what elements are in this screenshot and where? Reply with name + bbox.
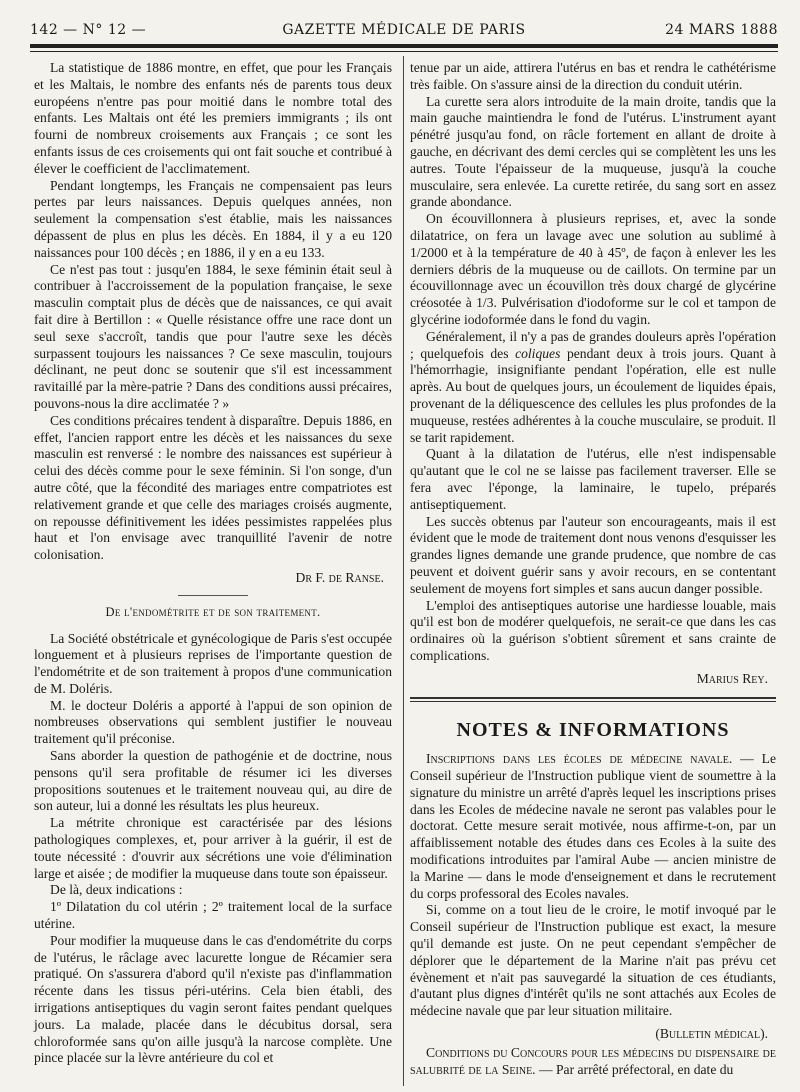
section-title: De l'endométrite et de son traitement.: [105, 604, 321, 619]
section-separator: [178, 595, 248, 596]
text-run: Généralement, il n'y a pas de grandes douleurs après l'opération ; quelquefois des: [410, 328, 776, 361]
page-header: [30, 16, 778, 42]
paragraph: Si, comme on a tout lieu de le croire, le motif invoqué par le Conseil supérieur de l'Instruction publique est exact, la mesure qu'il demande est juste. On ne peut cependant s'empêcher de déplorer que le département de la Marine n'ait pas prévu cet évènement et n'ait pas sauvegardé la situation de ces étudiants, d'autant plus dignes d'intérêt qu'ils ne sont attachés aux Ecoles de médecine navale que par leur situation militaire.: [410, 902, 776, 1019]
paragraph: Pendant longtemps, les Français ne compensaient pas leurs pertes par leurs naissances. Depuis quelques années, non seulement la compensation s'est établie, mais les naissances dépassent de plus en plus les décès. En 1884, il y a eu 120 naissances pour 100 décès ; en 1886, il y en a eu 133.: [34, 177, 392, 260]
paragraph: Ce n'est pas tout : jusqu'en 1884, le sexe féminin était seul à contribuer à l'accroissement de la population française, le sexe masculin comptait plus de décès que de naissances, ce qui avait fait dire à Bertillon : « Quelle résistance offre une race dont un seul sexe s'accroît, tandis que pour l'autre sexe les décès surpassent toujours les naissances ? Ce sexe masculin, toujours déclinant, ne peut donc se soutenir que s'il est incessamment ravitaillé par la mère-patrie ? Dans des conditions aussi précaires, pouvons-nous la dire acclimatée ? »: [34, 261, 392, 411]
paragraph: Sans aborder la question de pathogénie et de doctrine, nous pensons qu'il sera profitable de résumer ici les diverses propositions soutenues et le traitement nouveau qui, au dire de son auteur, lui a donné les résultats les plus heureux.: [34, 748, 392, 814]
page-number: 142 — N° 12 —: [30, 22, 147, 38]
paragraph: La statistique de 1886 montre, en effet, que pour les Français et les Maltais, le nombre des enfants nés de parents tous deux européens n'entre pas pour moitié dans le nombre total des enfants. Les Maltais ont été les premiers immigrants ; ils ont fourni de nombreux croisements aux Français ; ce sont les enfants issus de ces croisements qui ont fait souche et contribué à élever le coefficient de l'acclimatement.: [34, 60, 392, 176]
paragraph: La curette sera alors introduite de la main droite, tandis que la main gauche maintiendra le fond de l'utérus. L'instrument ayant pénétré jusqu'au fond, on râcle fortement en allant de droite à gauche, en décrivant des demi cercles qui se complètent les uns les autres. Toute l'épaisseur de la muqueuse, jusqu'à la couche musculaire, sera enlevée. La curette retirée, du sang sort en assez grande abondance.: [410, 93, 776, 210]
paragraph: [410, 1045, 776, 1079]
column-divider: [403, 56, 404, 1086]
paragraph: [410, 329, 776, 447]
paragraph: Pour modifier la muqueuse dans le cas d'endométrite du corps de l'utérus, le râclage avec lacurette longue de Récamier sera pratiqué. On s'assurera d'abord qu'il n'existe pas d'inflammation récente dans les tissus péri-utérins. Cela bien établi, des irrigations antiseptiques du vagin seront faites pendant quelques jours. La malade, placée dans le décubitus dorsal, sera chloroformée sans qu'on aille jusqu'à la narcose complète. Une pince placée sur la lèvre antérieure du col et: [34, 932, 392, 1066]
note-heading: Inscriptions dans les écoles de médecine navale.: [426, 751, 733, 767]
header-rule-thick: [30, 44, 778, 48]
section-rule: [410, 697, 776, 702]
text-run: pendant deux à trois jours. Quant à l'hémorrhagie, insignifiante pendant l'opération, elle est nulle après. Au bout de quelques jours, un écoulement de liquides épais, provenant de la déliquescence des cellules les plus profondes de la muqueuse, restées adhérentes à la couche musculaire, se produit. Il se tarit rapidement.: [410, 345, 776, 445]
author-signature: Dr F. de Ranse.: [295, 569, 384, 585]
paragraph: Ces conditions précaires tendent à disparaître. Depuis 1886, en effet, l'ancien rapport entre les décès et les naissances du sexe masculin est renversé : le nombre des naissances est supérieur à celui des décès comme pour le sexe féminin. Si l'on songe, d'un autre côté, que la fécondité des mariages entre compatriotes est relativement grande et que celle des mariages croisés augmente, on repousse définitivement les idées pessimistes rappelées plus haut et l'on envisage avec tranquillité l'avenir de notre colonisation.: [34, 412, 393, 563]
right-column: [410, 60, 776, 1078]
paragraph: L'emploi des antiseptiques autorise une hardiesse louable, mais qu'il est bon de modérer quelquefois, ne serait-ce que dans les cas ordinaires où la guérison s'obtient sûrement et sans crainte de complications.: [410, 597, 776, 663]
rule-line: [410, 701, 776, 702]
paragraph: On écouvillonnera à plusieurs reprises, et, avec la sonde dilatatrice, on fera un lavage avec une solution au sublimé à 1/2000 et à la température de 40 à 45º, de façon à enlever les les derniers débris de la muqueuse ou de caillots. On termine par un écouvillonnage avec un écouvillon très doux chargé de glycérine créosotée à 1/3. Pulvérisation d'iodoforme sur le col et tampon de glycérine iodoformée dans le fond du vagin.: [410, 211, 776, 327]
paragraph: Quant à la dilatation de l'utérus, elle n'est indispensable qu'autant que le col ne se laisse pas facilement traverser. Elle se fera avec l'éponge, la laminaire, le tupelo, préparés antiseptiquement.: [410, 446, 776, 512]
journal-title: GAZETTE MÉDICALE DE PARIS: [282, 22, 526, 38]
paragraph: La métrite chronique est caractérisée par des lésions pathologiques complexes, et, pour arriver à la guérir, il est de toute nécessité : d'ouvrir aux sécrétions une voie d'élimination large et aisée ; de modifier la muqueuse dans toute son épaisseur.: [34, 815, 392, 881]
note-heading: Conditions du Concours pour les médecins du dispensaire de salubrité de la Seine.: [410, 1044, 776, 1077]
author-signature: Marius Rey.: [696, 670, 768, 686]
source-credit: (Bulletin médical).: [655, 1026, 768, 1042]
paragraph: tenue par un aide, attirera l'utérus en bas et rendra le cathétérisme très faible. On s'assure ainsi de la direction du conduit utérin.: [410, 60, 776, 92]
header-rule-thin: [30, 51, 778, 52]
paragraph: La Société obstétricale et gynécologique de Paris s'est occupée longuement et à plusieurs reprises de l'importante question de l'endométrite et de son traitement à propos d'une communication de M. Doléris.: [34, 630, 392, 696]
paragraph: 1º Dilatation du col utérin ; 2º traitement local de la surface utérine.: [34, 899, 392, 932]
paragraph: [410, 751, 776, 902]
left-column: [34, 60, 392, 1067]
paragraph: M. le docteur Doléris a apporté à l'appui de son opinion de nombreuses observations qui semblent justifier le nouveau traitement qu'il préconise.: [34, 697, 392, 747]
emphasis: coliques: [515, 345, 561, 361]
text-run: — Par arrêté préfectoral, en date du: [535, 1061, 734, 1077]
text-run: — Le Conseil supérieur de l'Instruction publique vient de soumettre à la signature du ministre un arrêté d'après lequel les inscriptions prises dans les Ecoles de médecine navale ne seront pas valables pour le doctorat. Cette mesure serait motivée, nous affirme-t-on, par un affaiblissement notable des études dans ces Ecoles à la suite des modifications introduites par l'amiral Aube — ancien ministre de la Marine — dans le mode d'enseignement et dans le recrutement du corps professoral des Ecoles navales.: [410, 751, 776, 901]
rule-line: [410, 697, 776, 699]
notes-title: NOTES & INFORMATIONS: [456, 719, 730, 742]
paragraph: Les succès obtenus par l'auteur son encourageants, mais il est évident que le mode de traitement dont nous venons d'esquisser les grandes lignes demande une grande prudence, que nombre de cas peuvent et doivent guérir sans y avoir recours, en se contentant seulement de moyens fort simples et sans aucun danger possible.: [410, 513, 776, 596]
issue-date: 24 MARS 1888: [665, 22, 778, 38]
paragraph: De là, deux indications :: [50, 882, 183, 898]
